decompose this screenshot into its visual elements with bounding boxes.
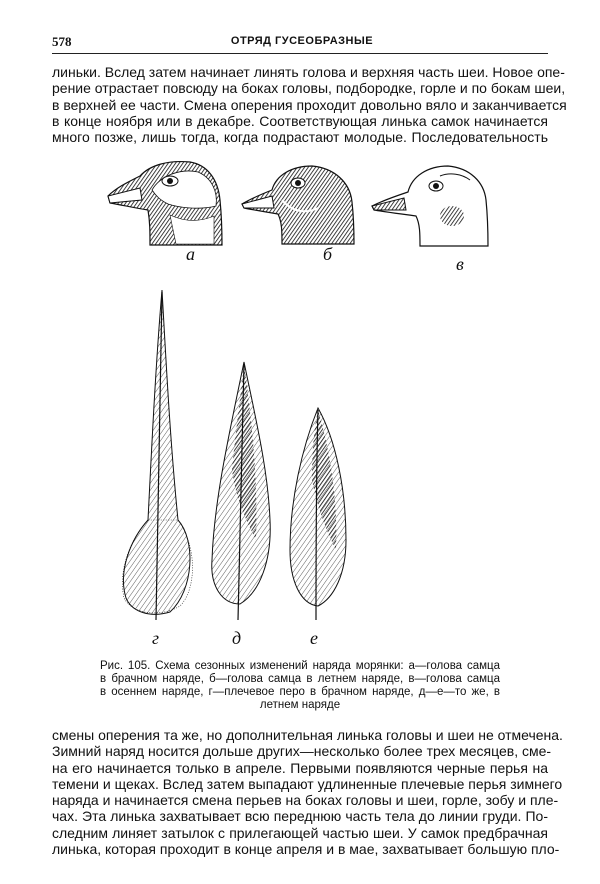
text-line: в верхней ее части. Смена оперения проходит довольно вяло и заканчивается	[52, 96, 567, 113]
figure-label-g: г	[152, 628, 160, 648]
running-head: ОТРЯД ГУСЕОБРАЗНЫЕ	[230, 35, 374, 47]
text-line: рение отрастает повсюду на боках головы, подбородке, горле и по бокам шеи,	[52, 80, 566, 97]
caption-line: в осеннем наряде, г—плечевое перо в брачном наряде, д—е—то же, в	[100, 686, 500, 698]
text-line: на его начинается только в апреле. Первыми появляются черные перья на	[52, 759, 548, 776]
text-line: темени и щеках. Вслед затем выпадают удлиненные плечевые перья зимнего	[52, 775, 563, 792]
bottom-paragraph	[52, 727, 563, 858]
text-line: наряда и начинается смена перьев на боках головы и шеи, горле, зобу и пле-	[52, 792, 559, 809]
caption-line: Рис. 105. Схема сезонных изменений наряда морянки: а—голова самца	[100, 660, 500, 672]
figure-label-b: б	[323, 244, 333, 264]
text-line: много позже, лишь тогда, когда подрастают молодые. Последовательность	[52, 129, 548, 146]
text-line: Зимний наряд носится дольше других—несколько более трех месяцев, сме-	[52, 743, 552, 760]
text-line: линька, которая проходит в конце апреля и в мае, захватывает большую пло-	[52, 841, 560, 858]
text-line: смены оперения та же, но дополнительная линька головы и шеи не отмечена.	[52, 727, 563, 743]
duck-head-v	[372, 166, 488, 246]
text-line: следним линяет затылок с прилегающей частью шеи. У самок предбрачная	[52, 824, 548, 841]
caption-line: летнем наряде	[259, 699, 341, 711]
text-line: чах. Эта линька захватывает всю переднюю часть тела до линии груди. По-	[52, 808, 548, 825]
feather-g	[122, 290, 192, 620]
figure-label-e: е	[310, 628, 318, 648]
caption-line: в брачном наряде, б—голова самца в летнем наряде, в—голова самца	[100, 673, 500, 685]
figure-label-d: д	[232, 628, 242, 648]
duck-head-a	[108, 162, 222, 245]
duck-head-b	[242, 166, 354, 244]
text-line: в конце ноября или в декабре. Соответствующая линька самок начинается	[52, 112, 548, 129]
feather-d	[212, 362, 270, 620]
figure-label-a: а	[186, 244, 195, 264]
page-number: 578	[52, 34, 72, 49]
feather-e	[290, 408, 346, 620]
figure-label-v: в	[456, 254, 464, 274]
figure-caption	[100, 660, 500, 712]
text-line: линьки. Вслед затем начинает линять голова и верхняя часть шеи. Новое опе-	[52, 64, 565, 80]
